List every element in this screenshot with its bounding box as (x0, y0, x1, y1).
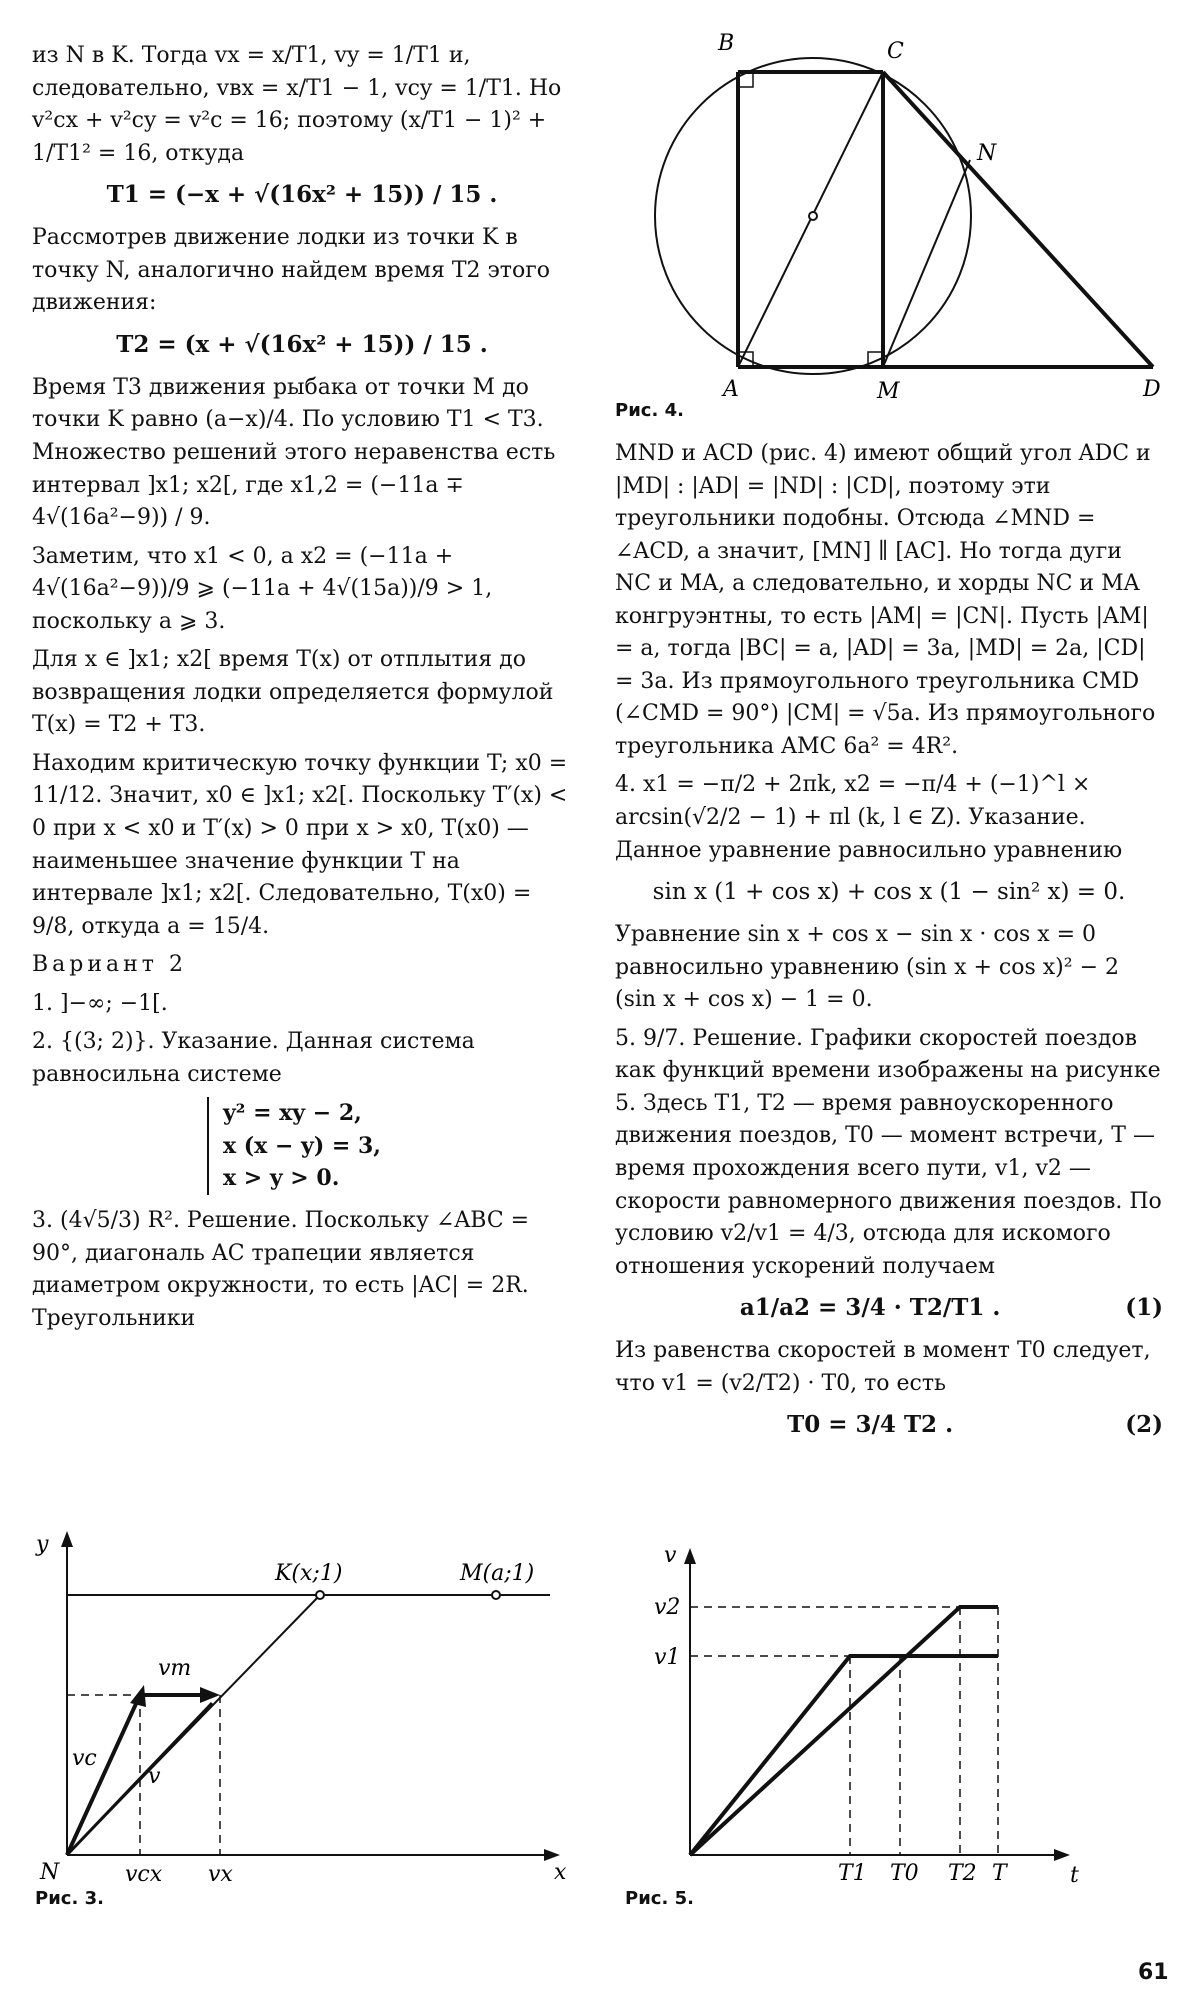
paragraph: Рассмотрев движение лодки из точки K в точку N, аналогично найдем время T2 этого движения: (32, 225, 550, 316)
segment-mn (883, 160, 970, 367)
circle-center (809, 212, 817, 220)
label-v2: v2 (654, 1595, 681, 1620)
label-d: D (1143, 377, 1161, 402)
system-line: x > y > 0. (223, 1165, 340, 1192)
label-m: M (877, 379, 900, 404)
equation-2 (615, 1408, 1163, 1442)
answer-item-2: 2. {(3; 2)}. Указание. Данная система равносильна системе (32, 1029, 475, 1087)
label-vc: vc (72, 1746, 97, 1771)
label-k: K(x;1) (275, 1561, 343, 1586)
answer-item-3: 3. (4√5/3) R². Решение. Поскольку ∠ABC = 90°, диагональ AC трапеции является диаметром окружности, то есть |AC| = 2R. Треугольники (32, 1208, 530, 1331)
equation-1-body: a1/a2 = 3/4 · T2/T1 . (739, 1294, 1001, 1322)
label-t0: T0 (890, 1861, 919, 1886)
label-x: x (554, 1860, 567, 1885)
side-cd (883, 72, 1153, 367)
paragraph: из N в K. Тогда vx = x/T1, vy = 1/T1 и, следовательно, vвx = x/T1 − 1, vсy = 1/T1. Но v²сx + v²сy = v²с = 16; поэтому (x/T1 − 1)² + 1/T1² = 16, откуда (32, 43, 562, 166)
right-column (615, 438, 1163, 1452)
label-a: A (723, 377, 739, 402)
label-y: y (36, 1532, 49, 1557)
label-vt: vт (158, 1656, 192, 1681)
paragraph: Заметим, что x1 < 0, а x2 = (−11a + 4√(16a²−9))/9 ⩾ (−11a + 4√(15a))/9 > 1, поскольку a ⩾ 3. (32, 543, 493, 634)
answer-item-5: 5. 9/7. Решение. Графики скоростей поездов как функций времени изображены на рисунке 5. Здесь T1, T2 — время равноускоренного движения поездов, T0 — момент встречи, T — время прохождения всего пути, v1, v2 — скорости равномерного движения поездов. По условию v2/v1 = 4/3, отсюда для искомого отношения ускорений получаем (615, 1025, 1162, 1279)
graph-train-1 (690, 1656, 998, 1855)
equation-1-number: (1) (1125, 1294, 1163, 1322)
page-number: 61 (1138, 1960, 1169, 1985)
equation-t1: T1 = (−x + √(16x² + 15)) / 15 . (106, 181, 498, 209)
label-t1: T1 (838, 1861, 867, 1886)
figure-3-caption: Рис. 3. (35, 1888, 104, 1909)
figure-5-caption: Рис. 5. (625, 1888, 694, 1909)
t-axis-arrow (1054, 1849, 1070, 1861)
label-v: v (664, 1543, 677, 1568)
equation-2-body: T0 = 3/4 T2 . (787, 1411, 954, 1439)
label-t2: T2 (948, 1861, 977, 1886)
equation-2-number: (2) (1125, 1411, 1163, 1439)
system-line: x (x − y) = 3, (223, 1132, 381, 1159)
equation-system (207, 1097, 572, 1195)
label-n: N (977, 141, 997, 166)
equation-4: sin x (1 + cos x) + cos x (1 − sin² x) = 0. (652, 879, 1126, 906)
vector-vc (67, 1695, 140, 1855)
paragraph: Находим критическую точку функции T; x0 = 11/12. Значит, x0 ∈ ]x1; x2[. Поскольку T′(x) < 0 при x < x0 и T′(x) > 0 при x > x0, T(x0) — наименьшее значение функции T на интервале ]x1; x2[. Следовательно, T(x0) = 9/8, откуда a = 15/4. (32, 750, 568, 939)
point-m (492, 1591, 500, 1599)
label-c: C (887, 39, 904, 64)
variant-heading: Вариант 2 (32, 952, 187, 978)
figure-4 (615, 30, 1175, 430)
label-vcx: vcx (125, 1862, 163, 1887)
v-axis-arrow (684, 1548, 696, 1564)
point-k (316, 1591, 324, 1599)
paragraph: Из равенства скоростей в момент T0 следует, что v1 = (v2/T2) · T0, то есть (615, 1338, 1151, 1396)
equation-t2: T2 = (x + √(16x² + 15)) / 15 . (116, 330, 488, 358)
label-b: B (718, 31, 735, 56)
label-t: t (1070, 1863, 1079, 1888)
system-line: y² = xy − 2, (223, 1100, 362, 1127)
figure-5 (640, 1540, 1100, 1888)
equation-1 (615, 1291, 1163, 1325)
paragraph: Уравнение sin x + cos x − sin x · cos x = 0 равносильно уравнению (sin x + cos x)² − 2 (sin x + cos x) − 1 = 0. (615, 922, 1119, 1013)
answer-item-1: 1. ]−∞; −1[. (32, 990, 168, 1016)
paragraph: Время T3 движения рыбака от точки M до точки K равно (a−x)/4. По условию T1 < T3. Множество решений этого неравенства есть интервал ]x1; x2[, где x1,2 = (−11a ∓ 4√(16a²−9)) / 9. (32, 374, 556, 531)
left-column (32, 40, 572, 1341)
y-axis-arrow (61, 1531, 73, 1547)
paragraph: Для x ∈ ]x1; x2[ время T(x) от отплытия до возвращения лодки определяется формулой T(x) = T2 + T3. (32, 647, 554, 738)
label-t-end: T (992, 1861, 1007, 1886)
label-v1: v1 (654, 1645, 681, 1670)
answer-item-4: 4. x1 = −π/2 + 2πk, x2 = −π/4 + (−1)^l × arcsin(√2/2 − 1) + πl (k, l ∈ Z). Указание. Данное уравнение равносильно уравнению (615, 772, 1123, 863)
label-m: M(a;1) (460, 1561, 535, 1586)
figure-3 (30, 1525, 590, 1885)
label-n: N (40, 1860, 60, 1885)
paragraph: MND и ACD (рис. 4) имеют общий угол ADC и |MD| : |AD| = |ND| : |CD|, поэтому эти треугольники подобны. Отсюда ∠MND = ∠ACD, а значит, [MN] ∥ [AC]. Но тогда дуги NC и MA, а следовательно, и хорды NC и MA конгруэнтны, то есть |AM| = |CN|. Пусть |AM| = a, тогда |BC| = a, |AD| = 3a, |MD| = 2a, |CD| = 3a. Из прямоугольного треугольника CMD (∠CMD = 90°) |CM| = √5a. Из прямоугольного треугольника AMC 6a² = 4R². (615, 441, 1156, 759)
label-v: v (148, 1764, 161, 1789)
label-vx: vx (208, 1862, 233, 1887)
figure-4-caption: Рис. 4. (615, 400, 684, 421)
graph-train-2 (690, 1607, 998, 1855)
